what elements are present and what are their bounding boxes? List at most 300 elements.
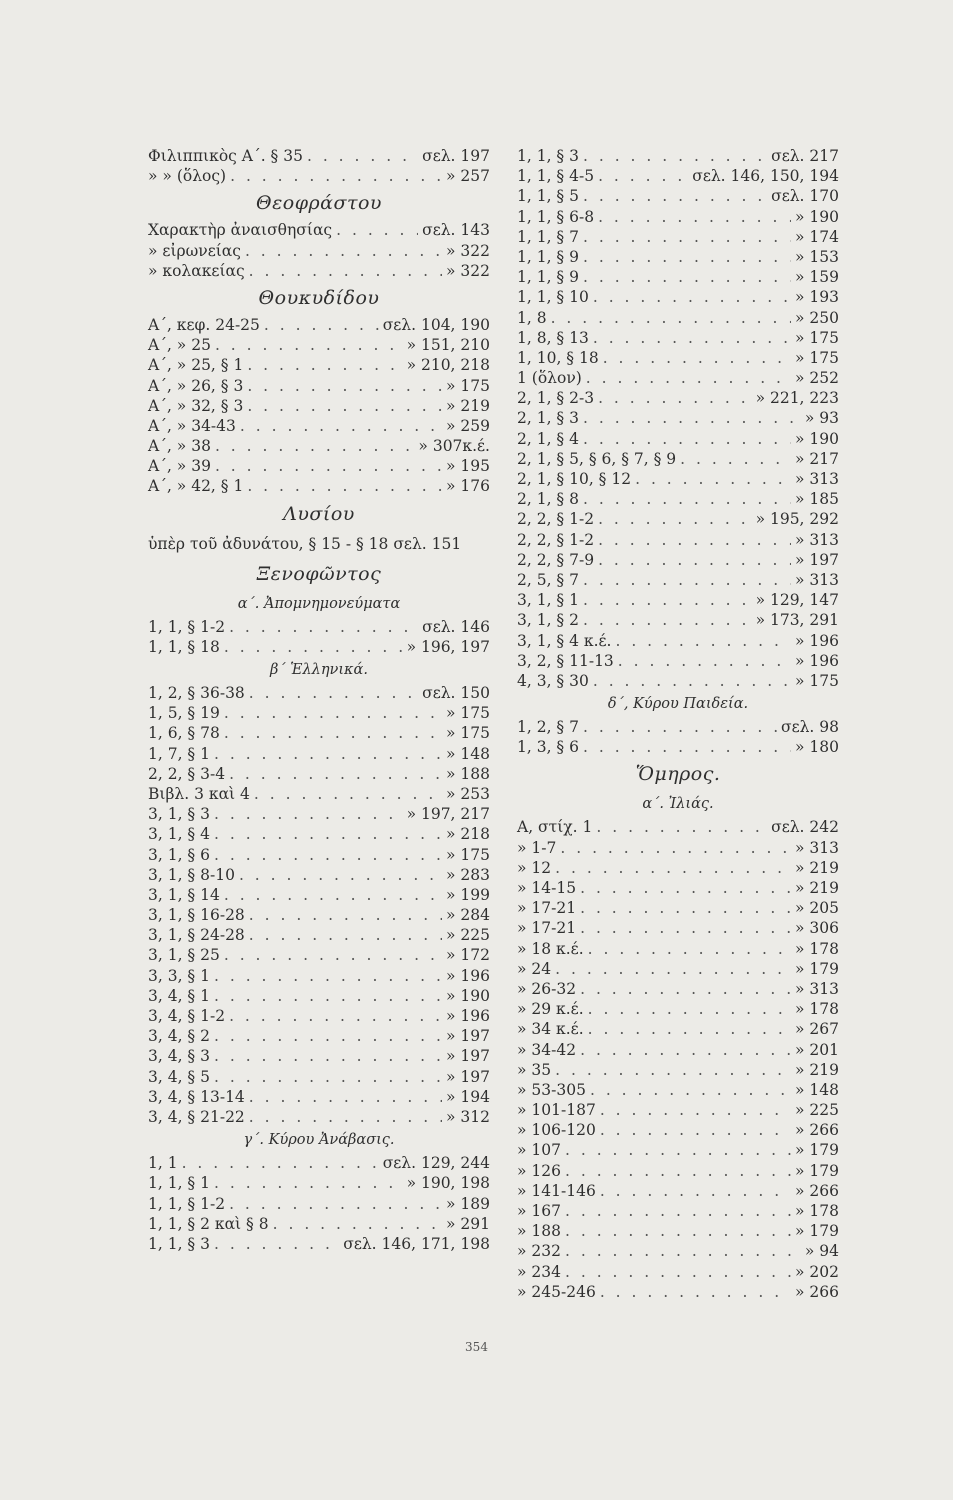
cyropaedia-list <box>517 717 839 757</box>
anabasis-continued-list <box>517 146 839 691</box>
entry-page: » 194 <box>446 1087 490 1106</box>
index-entry <box>517 429 839 449</box>
entry-reference: Α΄, » 42, § 1 <box>148 477 244 496</box>
philippikos-list <box>148 146 490 186</box>
entry-page: » 148 <box>795 1080 839 1099</box>
index-entry <box>517 959 839 979</box>
entry-reference: 2, 1, § 8 <box>517 490 579 509</box>
entry-page: » 205 <box>795 899 839 918</box>
entry-page: » 153 <box>795 247 839 266</box>
index-entry <box>517 408 839 428</box>
index-entry <box>517 1019 839 1039</box>
dot-leader <box>245 241 442 261</box>
index-entry <box>517 651 839 671</box>
dot-leader <box>583 186 767 206</box>
entry-page: σελ. 104, 190 <box>382 315 490 334</box>
dot-leader <box>214 1173 403 1193</box>
entry-reference: 1, 1, § 5 <box>517 187 579 206</box>
index-entry <box>517 207 839 227</box>
entry-page: » 196 <box>795 631 839 650</box>
entry-reference: 4, 3, § 30 <box>517 671 589 690</box>
dot-leader <box>583 717 777 737</box>
entry-page: » 175 <box>795 328 839 347</box>
entry-reference: » 245-246 <box>517 1282 596 1301</box>
entry-reference: 3, 4, § 1-2 <box>148 1007 226 1025</box>
entry-page: » 306 <box>795 919 839 938</box>
entry-page: σελ. 217 <box>771 147 839 165</box>
entry-reference: 3, 1, § 2 <box>517 611 579 630</box>
index-entry <box>517 1100 839 1120</box>
index-entry <box>148 416 490 436</box>
index-entry <box>148 1107 490 1127</box>
entry-page: » 151, 210 <box>406 336 490 355</box>
entry-page: » 253 <box>446 784 490 803</box>
index-entry <box>148 764 490 784</box>
entry-page: » 178 <box>795 1202 839 1220</box>
dot-leader <box>583 489 791 509</box>
entry-reference: Α΄, » 34-43 <box>148 416 236 435</box>
dot-leader <box>215 335 403 355</box>
entry-reference: » 34-42 <box>517 1040 577 1059</box>
dot-leader <box>618 651 791 671</box>
entry-reference: » 126 <box>517 1161 561 1180</box>
dot-leader <box>229 1194 442 1214</box>
index-entry <box>148 1173 490 1193</box>
dot-leader <box>551 308 791 328</box>
dot-leader <box>224 885 442 905</box>
dot-leader <box>214 804 403 824</box>
entry-reference: 1, 1, § 3 <box>517 147 579 165</box>
entry-page: σελ. 197 <box>422 147 490 165</box>
dot-leader <box>580 1040 791 1060</box>
index-entry <box>148 865 490 885</box>
entry-page: » 313 <box>795 530 839 549</box>
entry-page: » 307κ.έ. <box>418 437 490 456</box>
index-entry <box>148 617 490 637</box>
dot-leader <box>247 376 442 396</box>
index-entry <box>517 737 839 757</box>
dot-leader <box>598 166 688 186</box>
entry-page: » 202 <box>795 1262 839 1281</box>
entry-reference: 2, 1, § 3 <box>517 409 579 428</box>
entry-reference: 3, 4, § 3 <box>148 1047 210 1066</box>
entry-reference: 1, 6, § 78 <box>148 724 220 743</box>
entry-reference: » 53-305 <box>517 1080 586 1099</box>
dot-leader <box>239 865 442 885</box>
dot-leader <box>249 1087 442 1107</box>
entry-reference: 1 (ὅλον) <box>517 369 582 388</box>
dot-leader <box>565 1262 791 1282</box>
dot-leader <box>598 550 791 570</box>
entry-page: » 196 <box>795 651 839 670</box>
dot-leader <box>583 429 791 449</box>
index-entry <box>148 261 490 281</box>
index-entry <box>517 267 839 287</box>
entry-reference: 3, 2, § 11-13 <box>517 651 614 670</box>
dot-leader <box>214 986 442 1006</box>
anabasis-list <box>148 1153 490 1254</box>
entry-reference: 2, 2, § 1-2 <box>517 530 595 549</box>
dot-leader <box>583 610 752 630</box>
index-entry <box>148 1067 490 1087</box>
dot-leader <box>555 858 791 878</box>
entry-reference: 1, 1, § 4-5 <box>517 167 595 186</box>
index-entry <box>517 939 839 959</box>
index-entry <box>517 817 839 837</box>
thucydides-list <box>148 315 490 497</box>
entry-reference: 3, 4, § 2 <box>148 1027 210 1046</box>
dot-leader <box>214 1067 442 1087</box>
index-entry <box>148 1026 490 1046</box>
entry-reference: » 167 <box>517 1202 561 1220</box>
entry-page: » 159 <box>795 268 839 287</box>
entry-reference: » 12 <box>517 858 552 877</box>
index-entry <box>517 550 839 570</box>
entry-reference: 1, 1, § 1-2 <box>148 617 226 636</box>
entry-page: » 175 <box>446 376 490 395</box>
entry-reference: » 34 κ.έ. <box>517 1020 584 1039</box>
dot-leader <box>214 1234 339 1254</box>
dot-leader <box>230 166 442 186</box>
entry-page: » 313 <box>795 570 839 589</box>
entry-reference: » 141-146 <box>517 1181 596 1200</box>
entry-reference: 3, 4, § 5 <box>148 1067 210 1086</box>
entry-reference: Α΄, » 32, § 3 <box>148 396 244 415</box>
index-entry <box>517 489 839 509</box>
dot-leader <box>583 590 752 610</box>
subheading-iliad: α΄. Ἰλιάς. <box>642 796 714 813</box>
index-entry <box>517 1262 839 1282</box>
entry-page: σελ. 146 <box>422 617 490 636</box>
entry-page: » 197 <box>446 1027 490 1046</box>
entry-page: » 284 <box>446 906 490 925</box>
index-entry <box>148 456 490 476</box>
entry-page: » 312 <box>446 1107 490 1126</box>
entry-page: » 267 <box>795 1020 839 1039</box>
index-entry <box>517 328 839 348</box>
dot-leader <box>555 1060 791 1080</box>
entry-page: » 175 <box>446 724 490 743</box>
entry-page: » 257 <box>446 167 490 186</box>
subheading-memorabilia: α΄. Ἀπομνημονεύματα <box>237 595 401 612</box>
entry-reference: Φιλιππικὸς Α΄. § 35 <box>148 147 303 165</box>
entry-page: » 218 <box>446 825 490 844</box>
entry-reference: Α΄, » 25, § 1 <box>148 356 244 375</box>
entry-page: » 250 <box>795 308 839 327</box>
dot-leader <box>249 683 418 703</box>
index-entry <box>517 1080 839 1100</box>
entry-reference: Α΄, κεφ. 24-25 <box>148 315 260 334</box>
entry-page: » 94 <box>804 1242 839 1261</box>
index-entry <box>517 1282 839 1302</box>
entry-page: » 199 <box>446 885 490 904</box>
index-entry <box>148 1234 490 1254</box>
entry-page: σελ. 146, 150, 194 <box>692 167 839 186</box>
dot-leader <box>600 1120 791 1140</box>
index-entry <box>517 610 839 630</box>
entry-page: » 180 <box>795 738 839 757</box>
dot-leader <box>598 207 791 227</box>
dot-leader <box>224 637 403 657</box>
entry-reference: 3, 4, § 1 <box>148 986 210 1005</box>
dot-leader <box>580 898 791 918</box>
entry-page: » 175 <box>795 671 839 690</box>
entry-page: » 179 <box>795 1161 839 1180</box>
section-heading-xenophon: Ξενοφῶντος <box>256 562 382 585</box>
index-entry <box>148 885 490 905</box>
index-entry <box>517 838 839 858</box>
entry-page: » 283 <box>446 865 490 884</box>
entry-reference: » 107 <box>517 1141 561 1160</box>
entry-page: » 129, 147 <box>755 591 839 610</box>
entry-page: » 217 <box>795 449 839 468</box>
index-entry <box>517 186 839 206</box>
entry-page: » 252 <box>795 369 839 388</box>
index-entry <box>148 845 490 865</box>
index-entry <box>148 1006 490 1026</box>
entry-reference: 2, 1, § 5, § 6, § 7, § 9 <box>517 449 677 468</box>
entry-page: » 93 <box>804 409 839 428</box>
dot-leader <box>598 388 751 408</box>
index-entry <box>517 918 839 938</box>
entry-reference: 1, 1 <box>148 1154 178 1173</box>
entry-reference: 3, 1, § 6 <box>148 845 210 864</box>
entry-reference: 1, 1, § 9 <box>517 247 579 266</box>
dot-leader <box>588 1019 791 1039</box>
entry-page: » 148 <box>446 744 490 763</box>
index-entry <box>517 308 839 328</box>
index-entry <box>148 476 490 496</box>
entry-reference: 2, 2, § 7-9 <box>517 550 595 569</box>
entry-page: » 196, 197 <box>406 637 490 656</box>
entry-reference: 1, 1, § 3 <box>148 1234 210 1253</box>
dot-leader <box>249 905 442 925</box>
entry-page: » 176 <box>446 477 490 496</box>
index-entry <box>517 1161 839 1181</box>
entry-reference: » 35 <box>517 1060 552 1079</box>
entry-reference: 1, 3, § 6 <box>517 738 579 757</box>
entry-reference: 1, 8 <box>517 308 547 327</box>
index-entry <box>517 590 839 610</box>
entry-reference: 1, 1, § 2 καὶ § 8 <box>148 1214 269 1233</box>
section-heading-theophrastus: Θεοφράστου <box>256 192 382 215</box>
entry-page: » 175 <box>446 845 490 864</box>
entry-page: » 197 <box>446 1047 490 1066</box>
entry-page: » 197, 217 <box>406 805 490 824</box>
dot-leader <box>214 1046 442 1066</box>
entry-reference: 3, 1, § 25 <box>148 946 220 965</box>
index-entry <box>148 1214 490 1234</box>
entry-page: » 185 <box>795 490 839 509</box>
entry-page: » 266 <box>795 1282 839 1301</box>
right-column <box>517 146 839 1302</box>
dot-leader <box>590 1080 791 1100</box>
entry-page: » 190 <box>446 986 490 1005</box>
entry-reference: 3, 1, § 3 <box>148 805 210 824</box>
index-entry <box>148 824 490 844</box>
index-entry <box>517 348 839 368</box>
entry-page: » 219 <box>795 858 839 877</box>
index-entry <box>517 570 839 590</box>
dot-leader <box>249 925 442 945</box>
entry-page: » 322 <box>446 261 490 280</box>
entry-page: σελ. 146, 171, 198 <box>343 1234 490 1253</box>
entry-page: σελ. 242 <box>771 818 839 837</box>
index-entry <box>517 388 839 408</box>
index-entry <box>517 530 839 550</box>
theophrastus-list <box>148 220 490 281</box>
dot-leader <box>600 1100 791 1120</box>
entry-page: » 172 <box>446 946 490 965</box>
index-entry <box>148 945 490 965</box>
section-heading-thucydides: Θουκυδίδου <box>258 286 380 309</box>
dot-leader <box>249 1107 442 1127</box>
dot-leader <box>273 1214 442 1234</box>
entry-reference: 1, 1, § 1 <box>148 1174 210 1193</box>
entry-reference: 1, 1, § 9 <box>517 268 579 287</box>
entry-reference: 1, 7, § 1 <box>148 744 210 763</box>
dot-leader <box>603 348 791 368</box>
index-entry <box>517 1201 839 1221</box>
dot-leader <box>214 845 442 865</box>
index-entry <box>517 1040 839 1060</box>
entry-page: » 313 <box>795 470 839 488</box>
dot-leader <box>600 1282 791 1302</box>
entry-page: » 219 <box>795 879 839 897</box>
entry-page: σελ. 170 <box>771 187 839 206</box>
entry-reference: 1, 1, § 6-8 <box>517 207 595 226</box>
index-entry <box>517 469 839 489</box>
dot-leader <box>215 436 414 456</box>
section-heading-homer: Ὅμηρος. <box>635 763 721 786</box>
entry-reference: Α, στίχ. 1 <box>517 818 593 837</box>
entry-reference: » 106-120 <box>517 1121 596 1140</box>
memorabilia-list <box>148 617 490 657</box>
entry-page: » 175 <box>446 704 490 723</box>
index-entry <box>148 355 490 375</box>
index-entry <box>517 1120 839 1140</box>
dot-leader <box>264 315 379 335</box>
subheading-anabasis: γ΄. Κύρου Ἀνάβασις. <box>243 1132 395 1149</box>
dot-leader <box>596 817 767 837</box>
index-entry <box>517 1181 839 1201</box>
index-entry <box>148 683 490 703</box>
hellenica-list <box>148 683 490 1127</box>
index-entry <box>517 247 839 267</box>
index-entry <box>148 1087 490 1107</box>
entry-reference: » 29 κ.έ. <box>517 1000 584 1019</box>
entry-reference: » 1-7 <box>517 838 557 857</box>
page-number: 354 <box>465 1340 488 1354</box>
entry-reference: 3, 4, § 21-22 <box>148 1107 245 1126</box>
index-entry <box>517 1241 839 1261</box>
entry-page: » 179 <box>795 1141 839 1160</box>
dot-leader <box>583 570 791 590</box>
dot-leader <box>600 1181 791 1201</box>
dot-leader <box>580 979 791 999</box>
entry-reference: 1, 1, § 1-2 <box>148 1194 226 1213</box>
dot-leader <box>336 220 418 240</box>
dot-leader <box>588 999 791 1019</box>
index-entry <box>148 241 490 261</box>
dot-leader <box>214 744 442 764</box>
entry-page: » 221, 223 <box>755 389 839 408</box>
dot-leader <box>224 945 442 965</box>
index-entry <box>517 999 839 1019</box>
entry-reference: 3, 1, § 24-28 <box>148 926 245 945</box>
entry-page: » 259 <box>446 416 490 435</box>
index-entry <box>148 146 490 166</box>
entry-reference: 1, 1, § 10 <box>517 288 589 307</box>
dot-leader <box>593 671 791 691</box>
dot-leader <box>215 456 442 476</box>
dot-leader <box>565 1201 791 1221</box>
index-entry <box>148 804 490 824</box>
entry-reference: » 234 <box>517 1262 561 1281</box>
index-entry <box>517 146 839 166</box>
dot-leader <box>565 1241 801 1261</box>
dot-leader <box>229 1006 442 1026</box>
entry-reference: 1, 10, § 18 <box>517 348 599 367</box>
dot-leader <box>680 449 791 469</box>
index-entry <box>148 436 490 456</box>
dot-leader <box>598 509 751 529</box>
entry-reference: 3, 3, § 1 <box>148 966 210 985</box>
entry-reference: » 188 <box>517 1222 561 1241</box>
entry-reference: 3, 1, § 4 <box>148 825 210 844</box>
index-entry <box>517 671 839 691</box>
entry-reference: 1, 1, § 7 <box>517 227 579 246</box>
subheading-cyropaedia: δ΄, Κύρου Παιδεία. <box>607 696 749 713</box>
entry-reference: 1, 5, § 19 <box>148 704 220 723</box>
entry-reference: » 24 <box>517 959 552 978</box>
dot-leader <box>214 966 442 986</box>
index-entry <box>517 1221 839 1241</box>
entry-page: » 173, 291 <box>755 611 839 630</box>
entry-page: » 196 <box>446 1007 490 1025</box>
entry-page: » 178 <box>795 939 839 958</box>
dot-leader <box>247 355 402 375</box>
index-entry <box>517 368 839 388</box>
entry-page: » 179 <box>795 959 839 978</box>
index-entry <box>148 335 490 355</box>
entry-page: » 225 <box>446 926 490 945</box>
entry-reference: » » (ὅλος) <box>148 167 227 186</box>
entry-reference: » εἰρωνείας <box>148 241 241 260</box>
subheading-hellenica: β΄ Ἑλληνικά. <box>270 662 368 678</box>
entry-page: » 322 <box>446 241 490 260</box>
entry-page: » 175 <box>795 348 839 367</box>
index-entry <box>148 220 490 240</box>
lysias-entry: ὑπὲρ τοῦ ἀδυνάτου, § 15 - § 18 σελ. 151 <box>148 534 462 553</box>
entry-reference: » κολακείας <box>148 261 245 280</box>
index-entry <box>148 986 490 1006</box>
dot-leader <box>583 227 791 247</box>
dot-leader <box>588 939 791 959</box>
index-entry <box>517 717 839 737</box>
dot-leader <box>615 631 791 651</box>
entry-reference: 2, 5, § 7 <box>517 570 579 589</box>
dot-leader <box>598 530 791 550</box>
dot-leader <box>229 617 418 637</box>
entry-page: σελ. 129, 244 <box>382 1154 490 1173</box>
entry-reference: 1, 2, § 7 <box>517 718 579 737</box>
index-entry <box>148 1046 490 1066</box>
index-entry <box>517 287 839 307</box>
dot-leader <box>583 737 791 757</box>
entry-reference: 1, 2, § 36-38 <box>148 684 245 702</box>
index-entry <box>148 637 490 657</box>
